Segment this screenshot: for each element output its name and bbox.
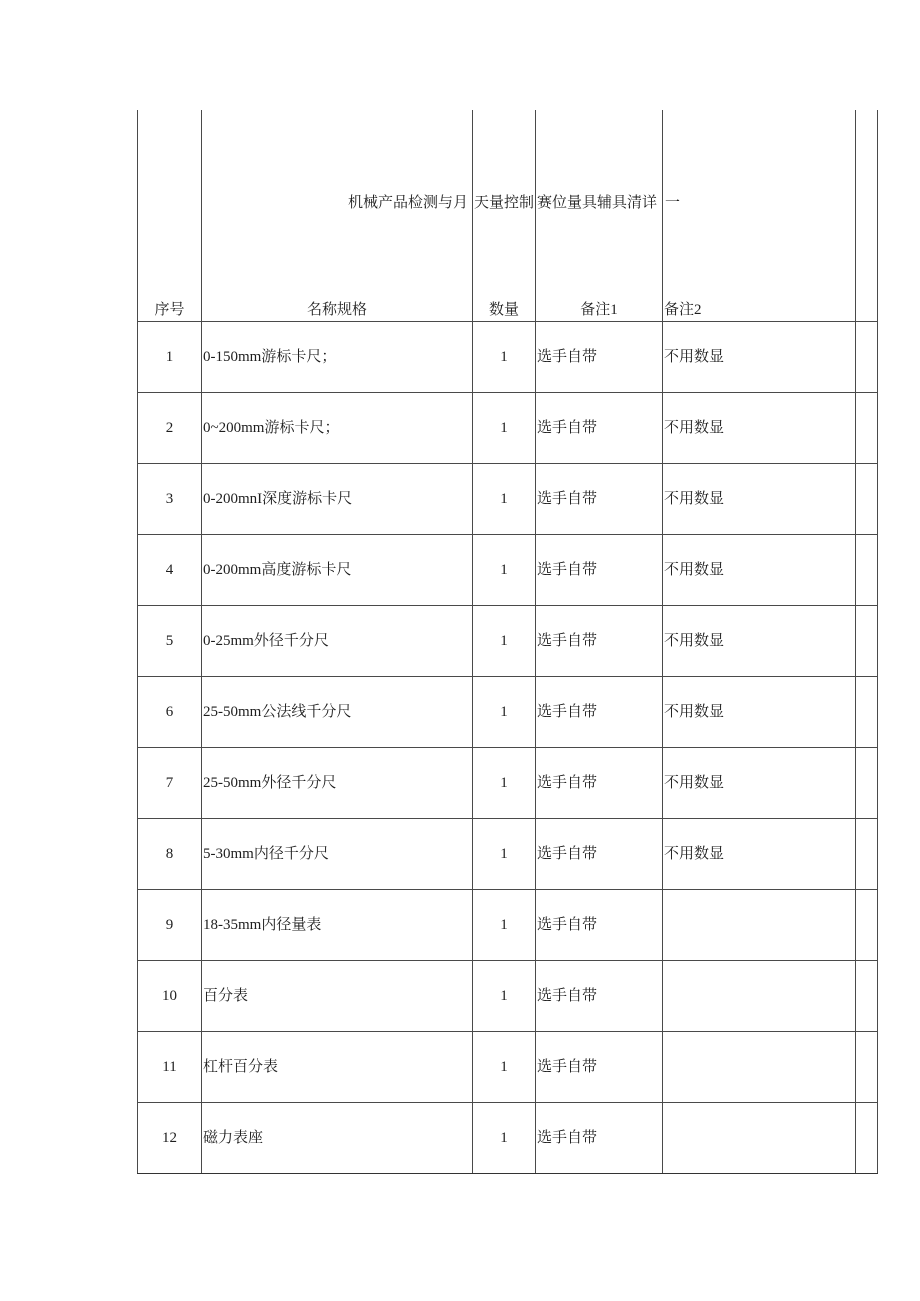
item-remark-2: 不用数显 [663,464,856,535]
empty-cell [856,606,878,677]
table-row [138,1103,878,1174]
item-remark-1: 选手自带 [536,322,663,393]
title-part-1: 机械产品检测与月 [347,195,468,211]
header-remark-2: 备注2 [664,302,702,318]
item-name: 0-200mm高度游标卡尺 [202,535,473,606]
header-name: 名称规格 [306,302,367,318]
table-row [138,677,878,748]
item-remark-2: 不用数显 [663,748,856,819]
item-quantity: 1 [473,819,536,890]
item-remark-2 [663,1103,856,1174]
table-row [138,961,878,1032]
table-row [138,748,878,819]
empty-cell [856,890,878,961]
empty-cell [856,677,878,748]
table-row [138,819,878,890]
table-row [138,464,878,535]
item-quantity: 1 [473,890,536,961]
row-number: 2 [138,393,202,464]
item-remark-1: 选手自带 [536,606,663,677]
item-remark-1: 选手自带 [536,464,663,535]
item-quantity: 1 [473,535,536,606]
title-part-3: 赛位量具辅具清详 [537,195,658,211]
header-qty: 数量 [488,302,519,318]
empty-cell [856,535,878,606]
item-remark-2: 不用数显 [663,393,856,464]
table-row [138,393,878,464]
item-name: 杠杆百分表 [202,1032,473,1103]
empty-cell [856,1103,878,1174]
header-cell-remark-1 [536,110,663,322]
item-name: 5-30mm内径千分尺 [202,819,473,890]
item-name: 25-50mm外径千分尺 [202,748,473,819]
item-remark-1: 选手自带 [536,393,663,464]
item-remark-1: 选手自带 [536,535,663,606]
item-quantity: 1 [473,961,536,1032]
item-quantity: 1 [473,1032,536,1103]
table-row [138,1032,878,1103]
empty-cell [856,1032,878,1103]
item-remark-1: 选手自带 [536,677,663,748]
item-remark-1: 选手自带 [536,1103,663,1174]
header-cell-empty [856,110,878,322]
header-cell-name [202,110,473,322]
empty-cell [856,819,878,890]
table-row [138,606,878,677]
row-number: 6 [138,677,202,748]
header-cell-remark-2 [663,110,856,322]
header-no: 序号 [154,302,185,318]
tool-list-table [137,110,878,1174]
item-remark-2: 不用数显 [663,677,856,748]
item-remark-2: 不用数显 [663,819,856,890]
item-name: 0~200mm游标卡尺； [202,393,473,464]
header-cell-qty [473,110,536,322]
item-quantity: 1 [473,677,536,748]
item-remark-1: 选手自带 [536,961,663,1032]
row-number: 1 [138,322,202,393]
item-quantity: 1 [473,606,536,677]
table-row [138,322,878,393]
row-number: 10 [138,961,202,1032]
item-name: 18-35mm内径量表 [202,890,473,961]
item-remark-1: 选手自带 [536,819,663,890]
item-quantity: 1 [473,322,536,393]
row-number: 8 [138,819,202,890]
empty-cell [856,322,878,393]
item-remark-2: 不用数显 [663,322,856,393]
table-row [138,535,878,606]
item-name: 0-150mm游标卡尺； [202,322,473,393]
item-remark-2 [663,961,856,1032]
item-quantity: 1 [473,748,536,819]
item-remark-2: 不用数显 [663,606,856,677]
item-remark-1: 选手自带 [536,890,663,961]
item-remark-2 [663,1032,856,1103]
empty-cell [856,464,878,535]
item-name: 磁力表座 [202,1103,473,1174]
header-row [138,110,878,322]
empty-cell [856,393,878,464]
row-number: 9 [138,890,202,961]
item-remark-1: 选手自带 [536,748,663,819]
empty-cell [856,748,878,819]
item-name: 百分表 [202,961,473,1032]
row-number: 4 [138,535,202,606]
title-part-2: 天量控制 [474,195,535,211]
row-number: 7 [138,748,202,819]
item-name: 0-25mm外径千分尺 [202,606,473,677]
table-row [138,890,878,961]
row-number: 11 [138,1032,202,1103]
title-part-4: 一 [665,195,681,211]
item-name: 25-50mm公法线千分尺 [202,677,473,748]
item-quantity: 1 [473,393,536,464]
row-number: 3 [138,464,202,535]
item-remark-1: 选手自带 [536,1032,663,1103]
item-remark-2 [663,890,856,961]
item-quantity: 1 [473,1103,536,1174]
item-name: 0-200mnI深度游标卡尺 [202,464,473,535]
row-number: 12 [138,1103,202,1174]
header-remark-1: 备注1 [580,302,618,318]
header-cell-no [138,110,202,322]
row-number: 5 [138,606,202,677]
item-quantity: 1 [473,464,536,535]
item-remark-2: 不用数显 [663,535,856,606]
empty-cell [856,961,878,1032]
